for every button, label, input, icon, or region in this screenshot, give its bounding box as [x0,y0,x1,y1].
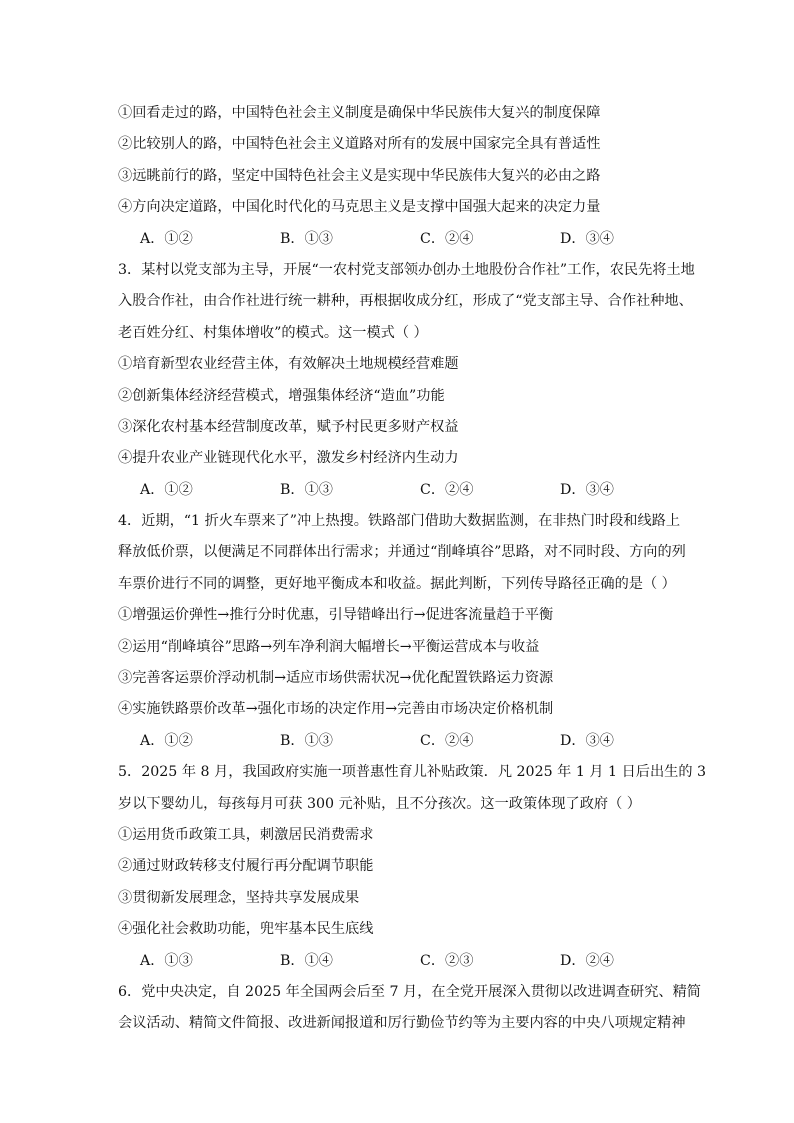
q2-statement-2: ②比较别人的路，中国特色社会主义道路对所有的发展中国家完全具有普适性 [118,136,601,153]
q5-statement-2: ②通过财政转移支付履行再分配调节职能 [118,858,374,875]
q2-choice-b[interactable]: B．①③ [280,230,333,247]
question-content [118,98,707,1040]
q5-stem-line-2: 岁以下婴幼儿，每孩每月可获 300 元补贴，且不分孩次。这一政策体现了政府（ ） [118,795,641,812]
q4-choice-a[interactable]: A．①② [140,732,193,749]
q5-choices [118,946,678,977]
q2-statement-4: ④方向决定道路，中国化时代化的马克思主义是支撑中国强大起来的决定力量 [118,199,601,216]
q5-choice-a[interactable]: A．①③ [140,952,193,969]
q3-choices [118,475,678,506]
q6-stem-line-2: 会议活动、精简文件简报、改进新闻报道和厉行勤俭节约等为主要内容的中央八项规定精神 [118,1015,686,1032]
q4-statement-4: ④实施铁路票价改革→强化市场的决定作用→完善由市场决定价格机制 [118,701,554,718]
q5-choice-c[interactable]: C．②③ [420,952,474,969]
q3-choice-b[interactable]: B．①③ [280,481,333,498]
q5-statement-4: ④强化社会救助功能，兜牢基本民生底线 [118,921,374,938]
q4-choice-b[interactable]: B．①③ [280,732,333,749]
q4-stem-line-1: 4．近期，“1 折火车票来了”冲上热搜。铁路部门借助大数据监测，在非热门时段和线路上 [118,513,681,530]
q2-choices [118,224,678,255]
q4-statement-2: ②运用“削峰填谷”思路→列车净利润大幅增长→平衡运营成本与收益 [118,638,540,655]
q3-stem-line-2: 入股合作社，由合作社进行统一耕种，再根据收成分红，形成了“党支部主导、合作社种地、 [118,293,693,310]
q6-stem-line-1: 6．党中央决定，自 2025 年全国两会后至 7 月，在全党开展深入贯彻以改进调查研究、精简 [118,983,701,1000]
q4-stem-line-2: 释放低价票，以便满足不同群体出行需求；并通过“削峰填谷”思路，对不同时段、方向的列 [118,544,686,561]
q5-choice-d[interactable]: D．②④ [560,952,614,969]
q2-choice-d[interactable]: D．③④ [560,230,614,247]
q2-choice-c[interactable]: C．②④ [420,230,474,247]
q2-statement-3: ③远眺前行的路，坚定中国特色社会主义是实现中华民族伟大复兴的必由之路 [118,167,601,184]
q3-choice-c[interactable]: C．②④ [420,481,474,498]
q3-statement-4: ④提升农业产业链现代化水平，激发乡村经济内生动力 [118,450,459,467]
q3-statement-2: ②创新集体经济经营模式，增强集体经济“造血”功能 [118,387,445,404]
q5-statement-3: ③贯彻新发展理念，坚持共享发展成果 [118,889,360,906]
q4-choices [118,726,678,757]
q3-stem-line-1: 3．某村以党支部为主导，开展“一农村党支部领办创办土地股份合作社”工作，农民先将土地 [118,261,695,278]
q4-stem-line-3: 车票价进行不同的调整，更好地平衡成本和收益。据此判断，下列传导路径正确的是（ ） [118,575,676,592]
q3-statement-1: ①培育新型农业经营主体，有效解决土地规模经营难题 [118,356,459,373]
q4-choice-d[interactable]: D．③④ [560,732,614,749]
q3-choice-d[interactable]: D．③④ [560,481,614,498]
q4-choice-c[interactable]: C．②④ [420,732,474,749]
q5-statement-1: ①运用货币政策工具，刺激居民消费需求 [118,826,374,843]
q3-statement-3: ③深化农村基本经营制度改革，赋予村民更多财产权益 [118,418,459,435]
q4-statement-1: ①增强运价弹性→推行分时优惠，引导错峰出行→促进客流量趋于平衡 [118,607,554,624]
q5-stem-line-1: 5．2025 年 8 月，我国政府实施一项普惠性育儿补贴政策．凡 2025 年 1 月 1 日后出生的 3 [118,764,707,781]
q2-statement-1: ①回看走过的路，中国特色社会主义制度是确保中华民族伟大复兴的制度保障 [118,105,601,121]
q3-choice-a[interactable]: A．①② [140,481,193,498]
q4-statement-3: ③完善客运票价浮动机制→适应市场供需状况→优化配置铁路运力资源 [118,670,554,687]
q5-choice-b[interactable]: B．①④ [280,952,333,969]
q2-choice-a[interactable]: A．①② [140,230,193,247]
q3-stem-line-3: 老百姓分红、村集体增收”的模式。这一模式（ ） [118,324,428,341]
